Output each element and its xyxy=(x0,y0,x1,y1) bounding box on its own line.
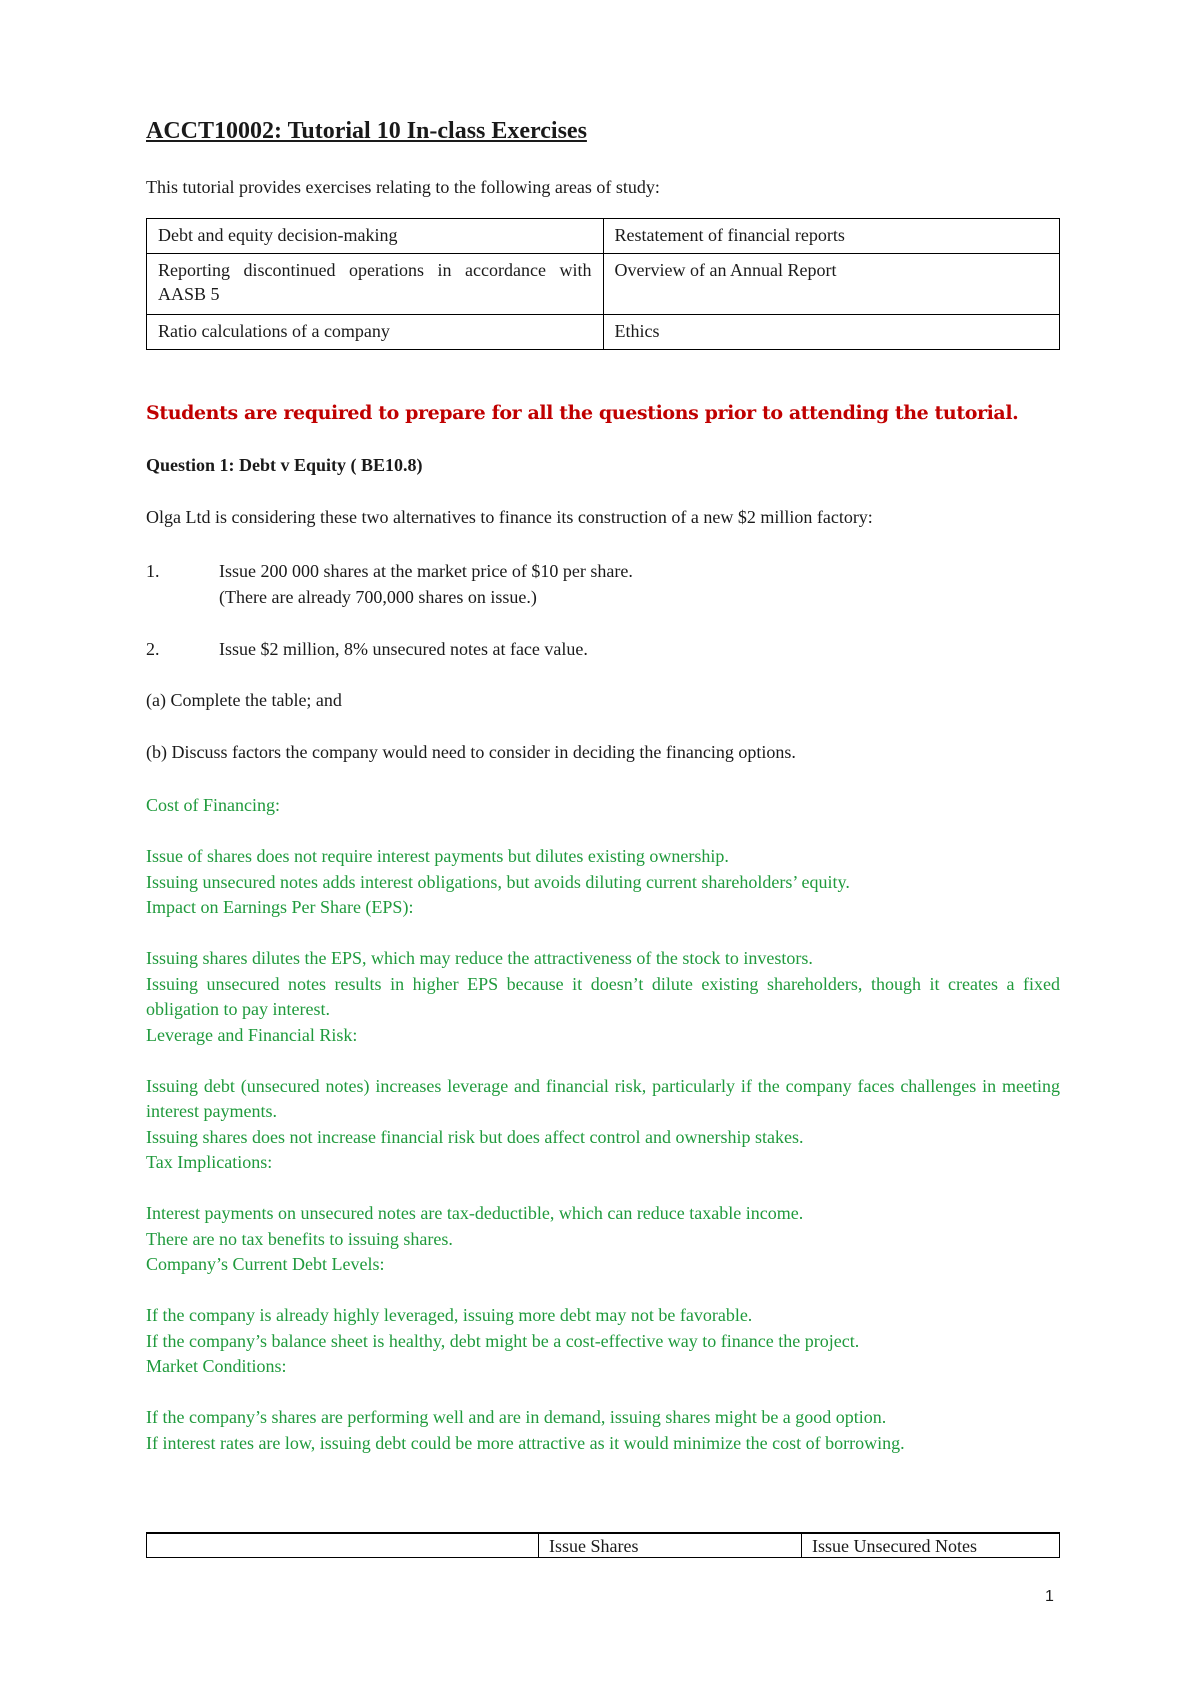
answer-line: Interest payments on unsecured notes are tax-deductible, which can reduce taxable income. xyxy=(146,1203,804,1223)
table-cell: Ethics xyxy=(603,315,1060,350)
option-number: 1. xyxy=(146,561,160,581)
answer-heading: Tax Implications: xyxy=(146,1152,273,1172)
answer-heading: Cost of Financing: xyxy=(146,795,280,815)
answer-line: If the company’s shares are performing well and are in demand, issuing shares might be a good option. xyxy=(146,1407,887,1427)
table-header-row xyxy=(147,1533,1060,1558)
option-text: (There are already 700,000 shares on issue.) xyxy=(219,587,537,607)
answer-heading: Market Conditions: xyxy=(146,1356,287,1376)
answer-line: Issue of shares does not require interest payments but dilutes existing ownership. xyxy=(146,846,729,866)
question-heading: Question 1: Debt v Equity ( BE10.8) xyxy=(146,455,423,475)
answer-line: There are no tax benefits to issuing shares. xyxy=(146,1228,453,1249)
table-cell: Reporting discontinued operations in accordance with AASB 5 xyxy=(147,254,604,315)
table-cell: Ratio calculations of a company xyxy=(147,315,604,350)
answer-line: If the company’s balance sheet is healthy, debt might be a cost-effective way to finance the project. xyxy=(146,1330,860,1351)
answer-line: Issuing unsecured notes results in higher EPS because it doesn’t dilute existing shareholders, though it creates a fixed obligation to pay interest. xyxy=(146,973,1060,1019)
table-cell: Debt and equity decision-making xyxy=(147,219,604,254)
option-number: 2. xyxy=(146,639,160,659)
option-text: Issue $2 million, 8% unsecured notes at face value. xyxy=(219,639,588,659)
part-b: (b) Discuss factors the company would need to consider in deciding the financing options. xyxy=(146,742,796,762)
answer-line: Issuing shares dilutes the EPS, which may reduce the attractiveness of the stock to investors. xyxy=(146,948,813,968)
answer-heading: Impact on Earnings Per Share (EPS): xyxy=(146,897,414,917)
document-title: ACCT10002: Tutorial 10 In-class Exercises xyxy=(146,118,587,144)
answer-line: Issuing debt (unsecured notes) increases leverage and financial risk, particularly if the company faces challenges in meeting interest payments. xyxy=(146,1075,1060,1121)
table-header-cell: Issue Unsecured Notes xyxy=(802,1533,1060,1558)
table-row xyxy=(147,254,1060,315)
part-a: (a) Complete the table; and xyxy=(146,690,342,710)
table-header-cell xyxy=(147,1533,539,1558)
answer-line: If the company is already highly leveraged, issuing more debt may not be favorable. xyxy=(146,1305,753,1325)
answer-line: Issuing unsecured notes adds interest obligations, but avoids diluting current shareholders’ equity. xyxy=(146,871,850,892)
table-cell: Restatement of financial reports xyxy=(603,219,1060,254)
answer-block xyxy=(146,793,1060,1456)
financing-comparison-table xyxy=(146,1532,1060,1558)
study-areas-table xyxy=(146,218,1060,350)
page-number: 1 xyxy=(1045,1588,1054,1605)
answer-heading: Leverage and Financial Risk: xyxy=(146,1024,358,1045)
table-header-cell: Issue Shares xyxy=(539,1533,802,1558)
question-stem: Olga Ltd is considering these two alternatives to finance its construction of a new $2 million factory: xyxy=(146,507,873,527)
intro-text: This tutorial provides exercises relating to the following areas of study: xyxy=(146,177,660,197)
preparation-notice: Students are required to prepare for all the questions prior to attending the tutorial. xyxy=(146,402,1019,424)
table-row xyxy=(147,315,1060,350)
option-text: Issue 200 000 shares at the market price of $10 per share. xyxy=(219,561,633,581)
table-row xyxy=(147,219,1060,254)
table-cell: Overview of an Annual Report xyxy=(603,254,1060,315)
answer-line: If interest rates are low, issuing debt could be more attractive as it would minimize the cost of borrowing. xyxy=(146,1432,905,1453)
answer-line: Issuing shares does not increase financial risk but does affect control and ownership stakes. xyxy=(146,1126,804,1147)
answer-heading: Company’s Current Debt Levels: xyxy=(146,1254,385,1274)
